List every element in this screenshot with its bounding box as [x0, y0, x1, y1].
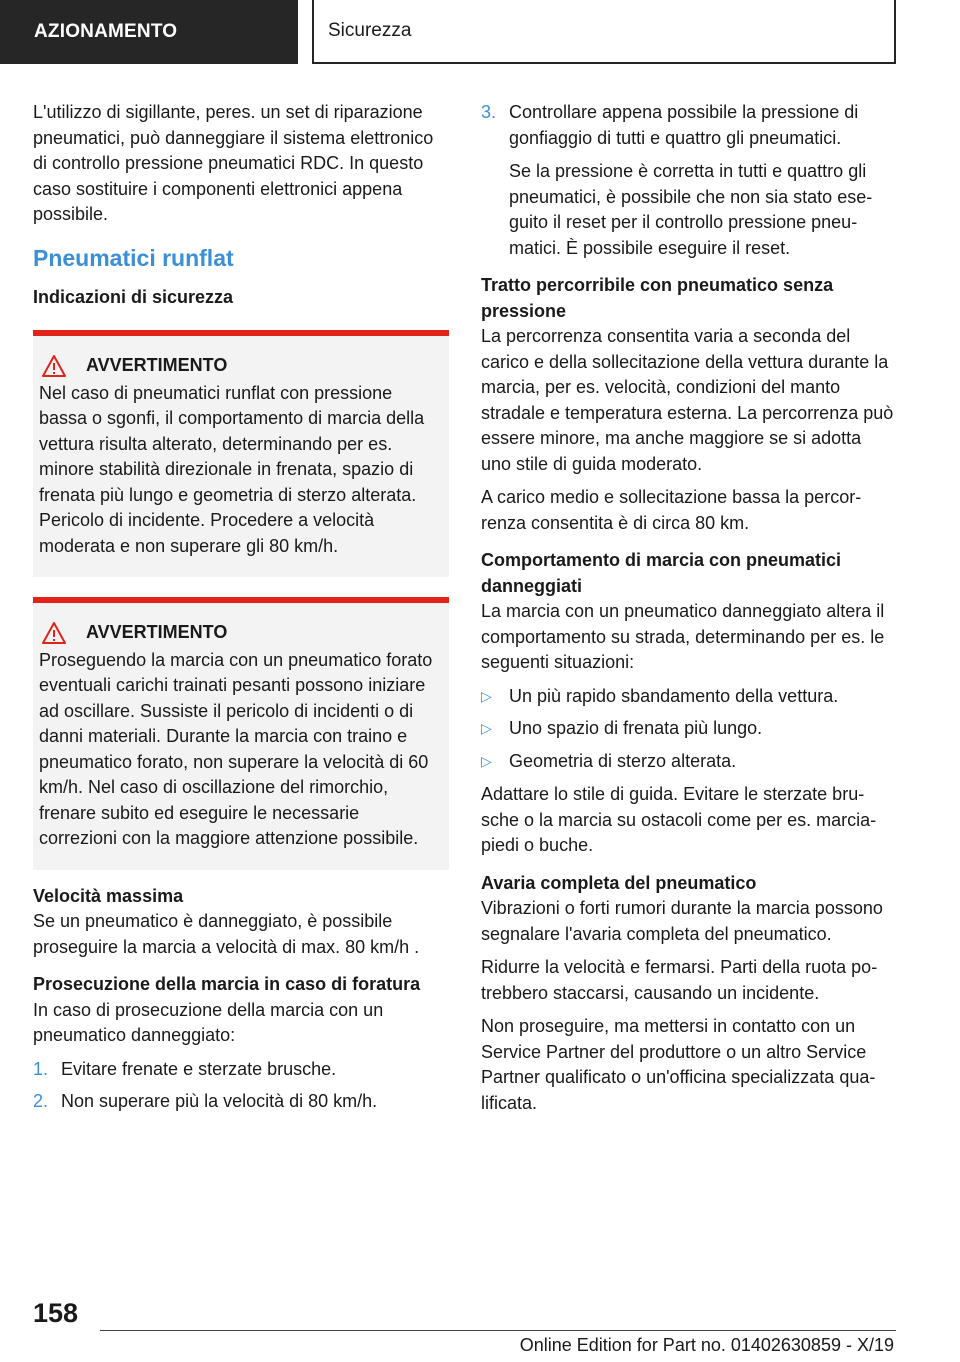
behavior-heading: Comportamento di marcia con pneumatici danneggiati [481, 550, 842, 596]
warning-triangle-icon [42, 621, 78, 645]
warning-text-2: Proseguendo la marcia con un pneumatico forato eventuali carichi trainati pesanti possono iniziare ad oscillare. Sussiste il pericolo di incidenti o di danni materiali. Durante la marcia con traino e pneumatico forato, non superare la velocità di 60 km/h. Nel caso di oscillazione del rimorchio, frenare subito ed eseguire le necessarie correzioni con la maggiore attenzione possibile. [39, 649, 433, 848]
header-section-label: AZIONAMENTO [34, 21, 178, 42]
failure-text-3: Non proseguire, ma mettersi in contatto con un Service Partner del produttore o un altro Service Partner qualificato o un'officina specializzata qualificata. [481, 1016, 876, 1113]
safety-heading: Indicazioni di sicurezza [33, 286, 234, 307]
max-speed-heading: Velocità massima [33, 885, 184, 906]
warning-title-1 [39, 353, 441, 379]
list-item [481, 100, 895, 151]
steps-list [33, 1057, 449, 1115]
warning-box-2 [33, 597, 449, 870]
list-item [481, 716, 895, 742]
list-item [481, 749, 895, 775]
adapt-text: Adattare lo stile di guida. Evitare le sterzate brusche o la marcia su ostacoli come per es. marciapiedi o buche. [481, 784, 877, 855]
range-text-1: La percorrenza consentita varia a seconda del carico e della sollecitazione della vettura durante la marcia, per es. velocità, condizioni del manto stradale e temperatura esterna. La percorrenza può essere minore, ma anche maggiore se si adotta uno stile di guida moderato. [481, 326, 894, 474]
range-heading: Tratto percorribile con pneumatico senza pressione [481, 275, 834, 321]
step-text: Non superare più la velocità di 80 km/h. [61, 1091, 378, 1111]
footer-divider [100, 1330, 896, 1331]
bullet-text: Uno spazio di frenata più lungo. [509, 718, 763, 738]
step-text: Evitare frenate e sterzate brusche. [61, 1058, 337, 1079]
warning-box-1 [33, 330, 449, 577]
left-column [33, 100, 449, 1123]
bullet-text: Un più rapido sbandamento della vettura. [509, 685, 839, 706]
bullet-triangle-icon: ▷ [481, 752, 492, 769]
failure-text-2: Ridurre la velocità e fermarsi. Parti della ruota potrebbero staccarsi, causando un incidente. [481, 957, 878, 1003]
bullet-list [481, 684, 895, 775]
page-number: 158 [33, 1298, 79, 1328]
warning-title-text-2: AVVERTIMENTO [86, 622, 228, 642]
list-item [33, 1089, 449, 1115]
steps-list-continued [481, 100, 895, 151]
warning-triangle-icon [42, 354, 78, 378]
failure-heading: Avaria completa del pneumatico [481, 872, 757, 893]
warning-text-1: Nel caso di pneumatici runflat con pressione bassa o sgonfi, il comportamento di marcia della vettura risulta alterato, determinando per es. minore stabilità direzionale in frenata, spazio di frenata più lungo e geometria di sterzo alterata. Pericolo di incidente. Procedere a velocità moderata e non superare gli 80 km/h. [39, 382, 425, 556]
header-chapter [312, 0, 896, 64]
footer-edition: Online Edition for Part no. 01402630859 - X/19 [519, 1335, 894, 1355]
section-title: Pneumatici runflat [33, 244, 234, 271]
list-item [33, 1057, 449, 1083]
step-number: 1. [33, 1058, 49, 1079]
bullet-text: Geometria di sterzo alterata. [509, 750, 737, 771]
behavior-text: La marcia con un pneumatico danneggiato altera il comportamento su strada, determinando per es. le seguenti situazioni: [481, 601, 885, 672]
header-section [0, 0, 298, 64]
max-speed-text: Se un pneumatico è danneggiato, è possibile proseguire la marcia a velocità di max. 80 km/h . [33, 911, 420, 957]
bullet-triangle-icon: ▷ [481, 720, 492, 736]
range-text-2: A carico medio e sollecitazione bassa la percorrenza consentita è di circa 80 km. [481, 487, 862, 533]
header-chapter-label: Sicurezza [328, 20, 412, 41]
right-column [481, 100, 895, 1124]
warning-title-2 [39, 620, 441, 646]
list-item [481, 684, 895, 710]
step-sub-text: Se la pressione è corretta in tutti e quattro gli pneumatici, è possibile che non sia stato eseguito il reset per il controllo pressione pneumatici. È possibile eseguire il reset. [509, 161, 873, 258]
step-number: 2. [33, 1091, 49, 1111]
warning-title-text-1: AVVERTIMENTO [86, 355, 228, 375]
continue-text: In caso di prosecuzione della marcia con un pneumatico danneggiato: [33, 999, 384, 1045]
intro-paragraph: L'utilizzo di sigillante, peres. un set di riparazione pneumatici, può danneggiare il sistema elettronico di controllo pressione pneumatici RDC. In questo caso sostituire i componenti elettronici appena possibile. [33, 102, 434, 224]
step-text: Controllare appena possibile la pressione di gonfiaggio di tutti e quattro gli pneumatici. [509, 102, 859, 148]
step-number: 3. [481, 102, 497, 122]
bullet-triangle-icon: ▷ [481, 687, 492, 704]
failure-text-1: Vibrazioni o forti rumori durante la marcia possono segnalare l'avaria completa del pneumatico. [481, 898, 883, 944]
continue-heading: Prosecuzione della marcia in caso di foratura [33, 974, 421, 994]
